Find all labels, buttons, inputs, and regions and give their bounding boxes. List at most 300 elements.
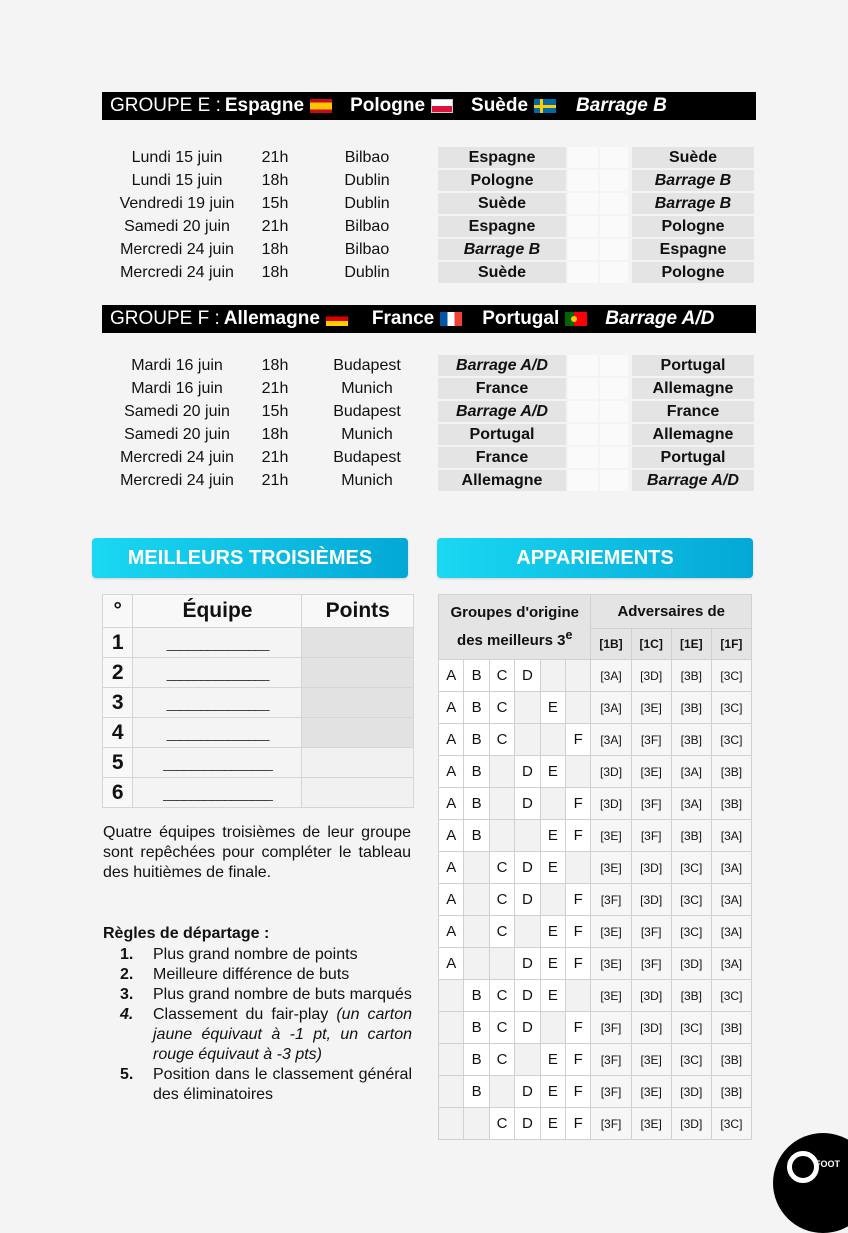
group-f-matches bbox=[102, 354, 754, 492]
match-time: 18h bbox=[261, 171, 289, 189]
opponent-cell: [3E] bbox=[591, 916, 631, 948]
origin-group-cell: B bbox=[464, 1012, 489, 1044]
away-score-box[interactable] bbox=[600, 355, 628, 376]
origin-group-cell: C bbox=[489, 916, 514, 948]
origin-group-cell: C bbox=[489, 1108, 514, 1140]
origin-group-cell: B bbox=[464, 1076, 489, 1108]
away-score-box[interactable] bbox=[600, 216, 628, 237]
opponent-cell: [3F] bbox=[631, 820, 671, 852]
best-thirds-row bbox=[103, 658, 414, 688]
away-score-box[interactable] bbox=[600, 193, 628, 214]
origin-group-cell bbox=[566, 852, 591, 884]
opponent-cell: [3B] bbox=[671, 724, 711, 756]
origin-group-cell: C bbox=[489, 1012, 514, 1044]
opponent-col-header: [1E] bbox=[671, 628, 711, 659]
opponent-cell: [3D] bbox=[631, 1012, 671, 1044]
away-score-box[interactable] bbox=[600, 147, 628, 168]
opponent-cell: [3A] bbox=[591, 660, 631, 692]
home-team: Allemagne bbox=[438, 470, 566, 491]
pairing-row bbox=[439, 692, 752, 724]
away-team: Portugal bbox=[632, 447, 754, 468]
origin-group-cell: D bbox=[515, 948, 540, 980]
match-date: Samedi 20 juin bbox=[124, 402, 230, 420]
pairing-row bbox=[439, 660, 752, 692]
origin-group-cell: D bbox=[515, 756, 540, 788]
pairings-table bbox=[438, 594, 752, 1140]
match-row bbox=[102, 400, 754, 423]
away-score-box[interactable] bbox=[600, 170, 628, 191]
match-city: Budapest bbox=[333, 402, 401, 420]
opponent-cell: [3E] bbox=[631, 1044, 671, 1076]
opponent-cell: [3E] bbox=[631, 692, 671, 724]
home-team: Barrage A/D bbox=[438, 355, 566, 376]
points-entry-cell[interactable] bbox=[302, 658, 414, 688]
origin-group-cell: A bbox=[439, 724, 464, 756]
opponent-cell: [3A] bbox=[711, 948, 751, 980]
match-date: Lundi 15 juin bbox=[131, 148, 223, 166]
pairings-header-row bbox=[439, 595, 752, 629]
rank-cell: 5 bbox=[103, 748, 133, 778]
origin-group-cell: F bbox=[566, 1044, 591, 1076]
away-team: Allemagne bbox=[632, 424, 754, 445]
origin-group-cell: C bbox=[489, 660, 514, 692]
origin-group-cell: F bbox=[566, 1076, 591, 1108]
opponents-header: Adversaires de bbox=[591, 595, 752, 629]
origin-group-cell: E bbox=[540, 980, 565, 1012]
origin-group-cell: E bbox=[540, 1076, 565, 1108]
origin-group-cell bbox=[464, 948, 489, 980]
origin-group-cell: B bbox=[464, 980, 489, 1012]
match-row bbox=[102, 377, 754, 400]
away-score-box[interactable] bbox=[600, 447, 628, 468]
opponent-cell: [3F] bbox=[631, 724, 671, 756]
origin-group-cell bbox=[566, 660, 591, 692]
home-score-box[interactable] bbox=[568, 355, 598, 376]
opponent-cell: [3E] bbox=[591, 980, 631, 1012]
poland-flag-icon bbox=[431, 99, 453, 113]
origin-group-cell: B bbox=[464, 660, 489, 692]
opponent-cell: [3D] bbox=[631, 884, 671, 916]
group-f-header bbox=[102, 305, 756, 333]
match-date: Samedi 20 juin bbox=[124, 217, 230, 235]
opponent-cell: [3D] bbox=[631, 852, 671, 884]
home-team: France bbox=[438, 378, 566, 399]
opponent-cell: [3D] bbox=[671, 948, 711, 980]
rules-list bbox=[120, 945, 412, 1105]
home-score-box[interactable] bbox=[568, 378, 598, 399]
rule-number: 1. bbox=[120, 946, 134, 963]
origin-group-cell: E bbox=[540, 1044, 565, 1076]
rule-text bbox=[153, 985, 412, 1005]
group-e-matches bbox=[102, 146, 754, 284]
match-date: Lundi 15 juin bbox=[131, 171, 223, 189]
home-score-box[interactable] bbox=[568, 193, 598, 214]
match-time: 21h bbox=[261, 217, 289, 235]
opponent-cell: [3C] bbox=[711, 692, 751, 724]
away-score-box[interactable] bbox=[600, 401, 628, 422]
origin-group-cell: A bbox=[439, 692, 464, 724]
opponent-cell: [3D] bbox=[671, 1108, 711, 1140]
match-date: Vendredi 19 juin bbox=[119, 194, 235, 212]
match-date: Mercredi 24 juin bbox=[120, 471, 234, 489]
match-row bbox=[102, 169, 754, 192]
origin-group-cell bbox=[540, 884, 565, 916]
match-time: 21h bbox=[261, 471, 289, 489]
origin-group-cell bbox=[515, 820, 540, 852]
rule-main-text: Classement du fair-play bbox=[153, 1006, 329, 1023]
origin-group-cell: A bbox=[439, 884, 464, 916]
opponent-cell: [3B] bbox=[671, 692, 711, 724]
origin-group-cell: E bbox=[540, 916, 565, 948]
france-flag-icon bbox=[440, 312, 462, 326]
home-score-box[interactable] bbox=[568, 147, 598, 168]
points-entry-cell[interactable] bbox=[302, 628, 414, 658]
match-city: Budapest bbox=[333, 448, 401, 466]
opponent-cell: [3A] bbox=[711, 884, 751, 916]
origin-group-cell: F bbox=[566, 948, 591, 980]
origin-group-cell bbox=[489, 756, 514, 788]
away-score-box[interactable] bbox=[600, 239, 628, 260]
opponent-cell: [3B] bbox=[711, 1044, 751, 1076]
rule-number: 5. bbox=[120, 1066, 134, 1083]
home-team: Suède bbox=[438, 193, 566, 214]
opponent-cell: [3C] bbox=[671, 1012, 711, 1044]
team-name: Portugal bbox=[482, 308, 560, 329]
pairing-row bbox=[439, 980, 752, 1012]
team-name: Pologne bbox=[350, 95, 426, 116]
match-row bbox=[102, 238, 754, 261]
pairing-row bbox=[439, 948, 752, 980]
match-city: Munich bbox=[341, 425, 393, 443]
match-row bbox=[102, 423, 754, 446]
home-team: France bbox=[438, 447, 566, 468]
rank-header: ° bbox=[103, 595, 133, 628]
group-e-header bbox=[102, 92, 756, 120]
rank-cell: 6 bbox=[103, 778, 133, 808]
origin-group-cell bbox=[515, 916, 540, 948]
origin-group-cell: F bbox=[566, 724, 591, 756]
away-score-box[interactable] bbox=[600, 470, 628, 491]
home-score-box[interactable] bbox=[568, 216, 598, 237]
origin-group-cell: C bbox=[489, 724, 514, 756]
match-row bbox=[102, 261, 754, 284]
opponent-cell: [3F] bbox=[591, 1108, 631, 1140]
origin-group-cell: A bbox=[439, 660, 464, 692]
match-city: Dublin bbox=[344, 263, 390, 281]
origin-group-cell: E bbox=[540, 1108, 565, 1140]
origin-group-cell: D bbox=[515, 660, 540, 692]
origin-group-cell bbox=[464, 916, 489, 948]
logo-text: FOOT bbox=[815, 1159, 840, 1169]
opponent-cell: [3D] bbox=[631, 660, 671, 692]
points-entry-cell[interactable] bbox=[302, 748, 414, 778]
rule-text bbox=[153, 965, 412, 985]
opponent-cell: [3E] bbox=[591, 948, 631, 980]
points-entry-cell[interactable] bbox=[302, 718, 414, 748]
rule-main-text: Plus grand nombre de points bbox=[153, 946, 358, 963]
away-score-box[interactable] bbox=[600, 424, 628, 445]
best-thirds-row bbox=[103, 778, 414, 808]
team-entry-line[interactable]: _______________ bbox=[133, 718, 302, 748]
away-team: Suède bbox=[632, 147, 754, 168]
opponent-cell: [3F] bbox=[591, 1076, 631, 1108]
origin-group-cell: B bbox=[464, 756, 489, 788]
origin-group-cell: B bbox=[464, 788, 489, 820]
team-entry-line[interactable]: _______________ bbox=[133, 688, 302, 718]
origin-group-cell: C bbox=[489, 980, 514, 1012]
opponent-cell: [3E] bbox=[591, 820, 631, 852]
group-f-team-3 bbox=[482, 308, 605, 330]
origin-group-cell bbox=[439, 980, 464, 1012]
match-time: 21h bbox=[261, 148, 289, 166]
rule-item bbox=[120, 945, 412, 965]
away-team: Espagne bbox=[632, 239, 754, 260]
home-score-box[interactable] bbox=[568, 401, 598, 422]
opponent-cell: [3C] bbox=[711, 724, 751, 756]
home-team: Espagne bbox=[438, 216, 566, 237]
origin-group-cell: A bbox=[439, 756, 464, 788]
opponent-col-header: [1C] bbox=[631, 628, 671, 659]
origin-group-cell bbox=[489, 820, 514, 852]
match-city: Dublin bbox=[344, 194, 390, 212]
opponent-cell: [3E] bbox=[631, 1108, 671, 1140]
match-date: Mardi 16 juin bbox=[131, 379, 223, 397]
match-date: Samedi 20 juin bbox=[124, 425, 230, 443]
match-time: 15h bbox=[261, 194, 289, 212]
opponent-cell: [3B] bbox=[711, 756, 751, 788]
origin-group-cell: C bbox=[489, 1044, 514, 1076]
origin-group-cell bbox=[464, 1108, 489, 1140]
team-entry-line[interactable]: ________________ bbox=[133, 748, 302, 778]
opponent-cell: [3D] bbox=[631, 980, 671, 1012]
origin-group-cell bbox=[540, 788, 565, 820]
away-team: Barrage A/D bbox=[632, 470, 754, 491]
best-thirds-row bbox=[103, 748, 414, 778]
rule-number: 2. bbox=[120, 966, 134, 983]
pairing-row bbox=[439, 756, 752, 788]
sweden-flag-icon bbox=[534, 99, 556, 113]
opponent-cell: [3F] bbox=[631, 788, 671, 820]
away-score-box[interactable] bbox=[600, 378, 628, 399]
origin-group-cell bbox=[489, 1076, 514, 1108]
best-thirds-table bbox=[102, 594, 414, 808]
origin-group-cell bbox=[439, 1108, 464, 1140]
opponent-cell: [3B] bbox=[671, 820, 711, 852]
pairings-banner: APPARIEMENTS bbox=[437, 538, 753, 578]
rule-main-text: Meilleure différence de buts bbox=[153, 966, 350, 983]
team-name: Espagne bbox=[224, 95, 305, 116]
pairing-row bbox=[439, 1044, 752, 1076]
rule-note: (un carton jaune équivaut à -1 pt, un carton rouge équivaut à -3 pts) bbox=[153, 1006, 412, 1063]
description-text: Quatre équipes troisièmes de leur groupe sont repêchées pour compléter le tableau des huitièmes de finale. bbox=[103, 824, 411, 881]
match-city: Munich bbox=[341, 379, 393, 397]
rule-item bbox=[120, 1005, 412, 1065]
origin-group-cell bbox=[540, 1012, 565, 1044]
home-team: Barrage B bbox=[438, 239, 566, 260]
team-name: France bbox=[371, 308, 435, 329]
home-team: Espagne bbox=[438, 147, 566, 168]
home-team: Portugal bbox=[438, 424, 566, 445]
origin-group-cell bbox=[566, 980, 591, 1012]
match-city: Munich bbox=[341, 471, 393, 489]
group-e-team-4: Barrage B bbox=[576, 95, 667, 116]
group-e-label: GROUPE E : bbox=[110, 95, 221, 116]
best-thirds-row bbox=[103, 688, 414, 718]
pairing-row bbox=[439, 884, 752, 916]
rule-text bbox=[153, 1065, 412, 1105]
opponent-cell: [3F] bbox=[631, 948, 671, 980]
best-thirds-row bbox=[103, 718, 414, 748]
origin-group-cell: F bbox=[566, 1012, 591, 1044]
away-team: Pologne bbox=[632, 216, 754, 237]
origin-group-cell bbox=[489, 788, 514, 820]
origin-group-cell: E bbox=[540, 692, 565, 724]
team-entry-line[interactable]: _______________ bbox=[133, 628, 302, 658]
match-date: Mercredi 24 juin bbox=[120, 240, 234, 258]
origin-group-cell bbox=[464, 884, 489, 916]
home-score-box[interactable] bbox=[568, 470, 598, 491]
home-score-box[interactable] bbox=[568, 424, 598, 445]
origin-group-cell: D bbox=[515, 884, 540, 916]
pairing-row bbox=[439, 1012, 752, 1044]
best-thirds-banner: MEILLEURS TROISIÈMES bbox=[92, 538, 408, 578]
rule-number: 3. bbox=[120, 986, 134, 1003]
origin-group-cell: A bbox=[439, 916, 464, 948]
home-score-box[interactable] bbox=[568, 239, 598, 260]
opponent-cell: [3E] bbox=[631, 1076, 671, 1108]
best-thirds-row bbox=[103, 628, 414, 658]
match-row bbox=[102, 192, 754, 215]
opponent-cell: [3D] bbox=[591, 788, 631, 820]
home-score-box[interactable] bbox=[568, 170, 598, 191]
origin-group-cell bbox=[515, 692, 540, 724]
origin-group-cell: C bbox=[489, 884, 514, 916]
away-team: Barrage B bbox=[632, 170, 754, 191]
rule-text bbox=[153, 945, 412, 965]
origin-group-cell: F bbox=[566, 916, 591, 948]
origin-group-cell: B bbox=[464, 724, 489, 756]
group-f-team-1 bbox=[224, 308, 372, 330]
opponent-cell: [3F] bbox=[631, 916, 671, 948]
opponent-cell: [3A] bbox=[671, 756, 711, 788]
origin-group-cell: B bbox=[464, 692, 489, 724]
match-time: 18h bbox=[261, 356, 289, 374]
origin-group-cell: F bbox=[566, 884, 591, 916]
team-entry-line[interactable]: ________________ bbox=[133, 778, 302, 808]
points-entry-cell[interactable] bbox=[302, 778, 414, 808]
origin-group-cell: D bbox=[515, 788, 540, 820]
germany-flag-icon bbox=[326, 312, 348, 326]
match-row bbox=[102, 215, 754, 238]
home-score-box[interactable] bbox=[568, 447, 598, 468]
match-city: Bilbao bbox=[344, 217, 390, 235]
origin-group-cell: A bbox=[439, 852, 464, 884]
opponent-col-header: [1B] bbox=[591, 628, 631, 659]
opponent-cell: [3B] bbox=[671, 980, 711, 1012]
pairing-row bbox=[439, 820, 752, 852]
match-time: 21h bbox=[261, 379, 289, 397]
opponent-cell: [3C] bbox=[671, 916, 711, 948]
opponent-cell: [3F] bbox=[591, 1012, 631, 1044]
away-team: Pologne bbox=[632, 262, 754, 283]
origin-header-sup: e bbox=[565, 628, 573, 642]
match-row bbox=[102, 354, 754, 377]
away-team: Portugal bbox=[632, 355, 754, 376]
best-thirds-header-row bbox=[103, 595, 414, 628]
home-team: Pologne bbox=[438, 170, 566, 191]
origin-group-cell: D bbox=[515, 852, 540, 884]
pairing-row bbox=[439, 1108, 752, 1140]
points-entry-cell[interactable] bbox=[302, 688, 414, 718]
rule-main-text: Plus grand nombre de buts marqués bbox=[153, 986, 412, 1003]
team-entry-line[interactable]: _______________ bbox=[133, 658, 302, 688]
origin-group-cell bbox=[566, 692, 591, 724]
origin-group-cell: B bbox=[464, 1044, 489, 1076]
opponent-cell: [3A] bbox=[671, 788, 711, 820]
origin-group-cell: C bbox=[489, 852, 514, 884]
portugal-flag-icon bbox=[565, 312, 587, 326]
opponent-cell: [3B] bbox=[671, 660, 711, 692]
origin-group-cell: F bbox=[566, 788, 591, 820]
origin-header-line2: des meilleurs 3 bbox=[457, 632, 566, 649]
origin-group-cell bbox=[540, 660, 565, 692]
origin-group-cell: D bbox=[515, 1108, 540, 1140]
origin-group-cell: D bbox=[515, 1012, 540, 1044]
spain-flag-icon bbox=[310, 99, 332, 113]
origin-group-cell: A bbox=[439, 788, 464, 820]
match-row bbox=[102, 146, 754, 169]
opponent-cell: [3E] bbox=[631, 756, 671, 788]
match-date: Mardi 16 juin bbox=[131, 356, 223, 374]
match-city: Bilbao bbox=[344, 148, 390, 166]
origin-group-cell: A bbox=[439, 820, 464, 852]
match-time: 18h bbox=[261, 263, 289, 281]
rank-cell: 3 bbox=[103, 688, 133, 718]
match-time: 18h bbox=[261, 240, 289, 258]
rank-cell: 1 bbox=[103, 628, 133, 658]
origin-group-cell bbox=[439, 1044, 464, 1076]
origin-group-cell bbox=[439, 1076, 464, 1108]
opponent-cell: [3F] bbox=[591, 1044, 631, 1076]
away-score-box[interactable] bbox=[600, 262, 628, 283]
origin-group-cell: F bbox=[566, 820, 591, 852]
pairing-row bbox=[439, 916, 752, 948]
opponent-cell: [3D] bbox=[591, 756, 631, 788]
home-team: Suède bbox=[438, 262, 566, 283]
team-header: Équipe bbox=[133, 595, 302, 628]
match-time: 21h bbox=[261, 448, 289, 466]
match-city: Bilbao bbox=[344, 240, 390, 258]
opponent-cell: [3C] bbox=[671, 884, 711, 916]
opponent-cell: [3C] bbox=[711, 660, 751, 692]
rule-item bbox=[120, 1065, 412, 1105]
origin-group-cell: D bbox=[515, 1076, 540, 1108]
group-e-team-1 bbox=[225, 95, 350, 117]
opponent-cell: [3B] bbox=[711, 1012, 751, 1044]
rank-cell: 4 bbox=[103, 718, 133, 748]
team-name: Suède bbox=[471, 95, 529, 116]
opponent-cell: [3A] bbox=[711, 916, 751, 948]
origin-group-cell: B bbox=[464, 820, 489, 852]
points-header: Points bbox=[302, 595, 414, 628]
match-time: 18h bbox=[261, 425, 289, 443]
origin-group-cell bbox=[540, 724, 565, 756]
origin-group-cell: E bbox=[540, 820, 565, 852]
origin-group-cell: D bbox=[515, 980, 540, 1012]
opponent-cell: [3D] bbox=[671, 1076, 711, 1108]
opponent-cell: [3F] bbox=[591, 884, 631, 916]
home-score-box[interactable] bbox=[568, 262, 598, 283]
